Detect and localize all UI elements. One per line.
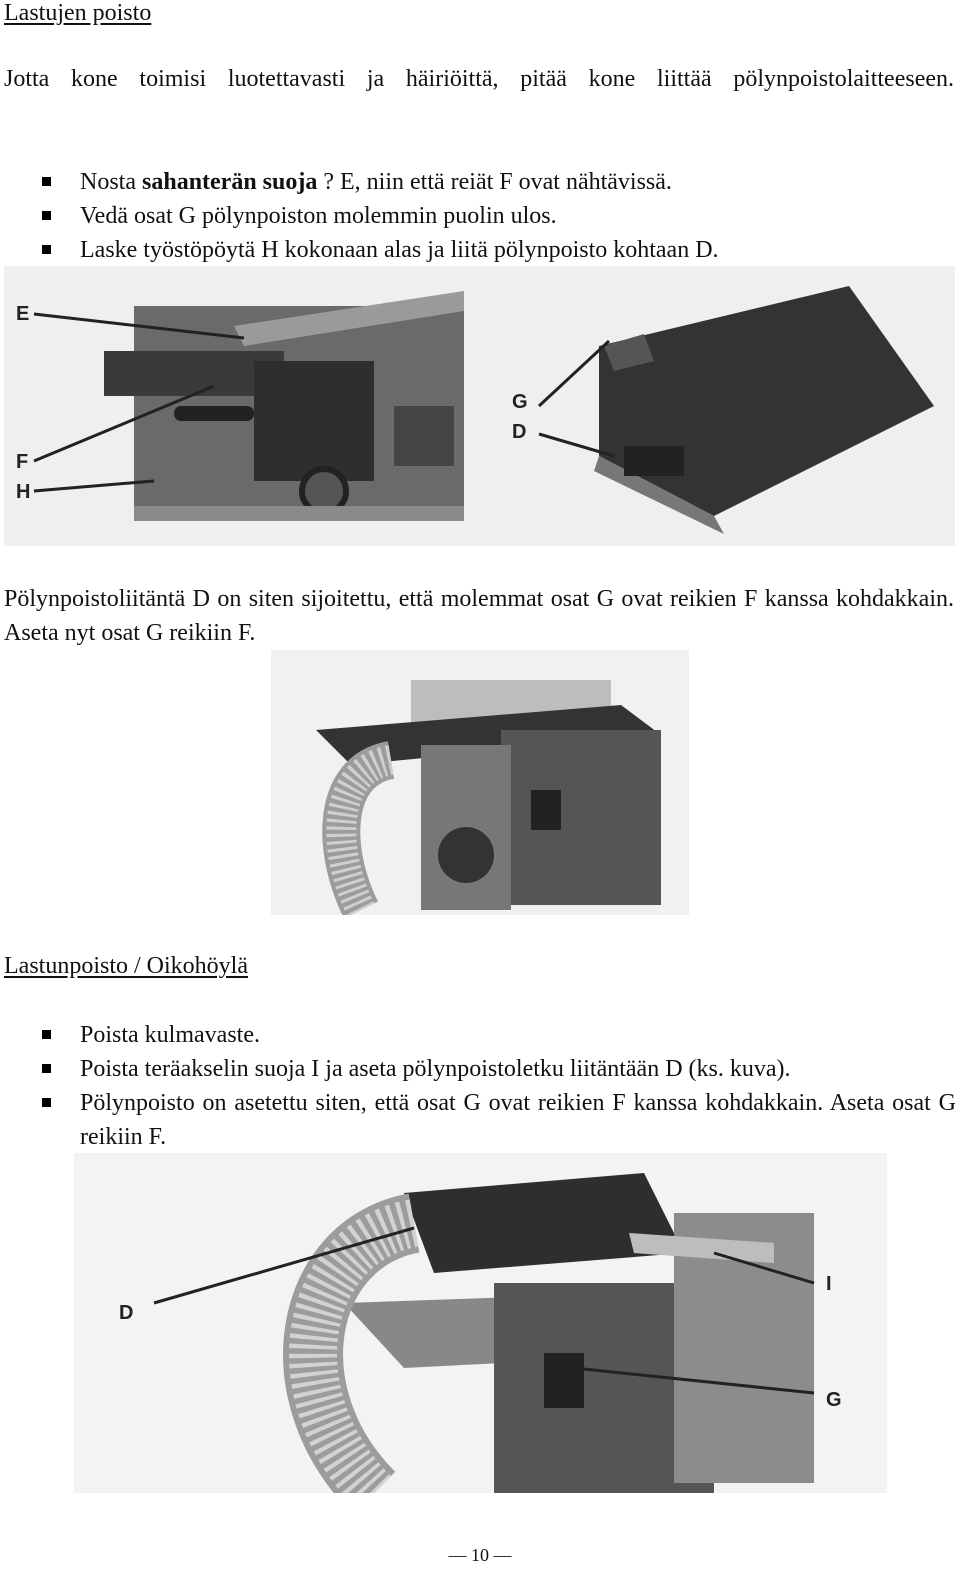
machine-photo-1 — [4, 266, 955, 546]
intro-paragraph: Jotta kone toimisi luotettavasti ja häiriöittä, pitää kone liittää pölynpoistolaitteeseen. — [4, 66, 954, 92]
callout-label-i: I — [826, 1273, 832, 1295]
alignment-paragraph: Pölynpoistoliitäntä D on siten sijoitettu, että molemmat osat G ovat reikien F kanssa kohdakkain. Aseta nyt osat G reikiin F. — [4, 586, 954, 646]
callout-label-e: E — [16, 303, 30, 325]
square-bullet-icon — [42, 1064, 51, 1073]
callout-label-d: D — [119, 1302, 134, 1324]
list-item-text: Poista kulmavaste. — [80, 1022, 260, 1048]
list-item-text: Pölynpoisto on asetettu siten, että osat G ovat reikien F kanssa kohdakkain. Aseta osat G reikiin F. — [80, 1090, 956, 1150]
list-item-text: Nosta — [80, 169, 142, 195]
square-bullet-icon — [42, 177, 51, 186]
square-bullet-icon — [42, 1030, 51, 1039]
list-item-text: Poista teräakselin suoja I ja aseta pölynpoistoletku liitäntään D (ks. kuva). — [80, 1056, 791, 1082]
list-item — [0, 1018, 956, 1052]
callout-label-d: D — [512, 421, 527, 443]
list-item — [0, 199, 956, 233]
list-item — [0, 1086, 956, 1154]
page-number: — 10 — — [448, 1545, 512, 1565]
section-heading-lastujen-poisto: Lastujen poisto — [4, 0, 152, 26]
machine-photo-2 — [271, 650, 689, 915]
list-item-text: Vedä osat G pölynpoiston molemmin puolin ulos. — [80, 203, 557, 229]
figure-planer-dust-extraction — [74, 1153, 887, 1493]
callout-label-g: G — [826, 1389, 842, 1411]
figure-hose-connected — [271, 650, 689, 915]
list-item — [0, 1052, 956, 1086]
list-item-bold-text: sahanterän suoja — [142, 169, 318, 195]
callout-label-h: H — [16, 481, 31, 503]
list-item-text: Laske työstöpöytä H kokonaan alas ja liitä pölynpoisto kohtaan D. — [80, 237, 719, 263]
square-bullet-icon — [42, 245, 51, 254]
list-item — [0, 233, 956, 267]
list-item-text: ? E, niin että reiät F ovat nähtävissä. — [317, 169, 672, 195]
machine-photo-3 — [74, 1153, 887, 1493]
square-bullet-icon — [42, 211, 51, 220]
square-bullet-icon — [42, 1098, 51, 1107]
list-item — [0, 165, 956, 199]
figure-dust-extraction-parts — [4, 266, 955, 546]
section-heading-lastunpoisto-oikohoyla: Lastunpoisto / Oikohöylä — [4, 953, 248, 979]
section2-bullet-list — [0, 1018, 956, 1154]
callout-label-f: F — [16, 451, 29, 473]
callout-label-g: G — [512, 391, 528, 413]
section1-bullet-list — [0, 165, 956, 267]
